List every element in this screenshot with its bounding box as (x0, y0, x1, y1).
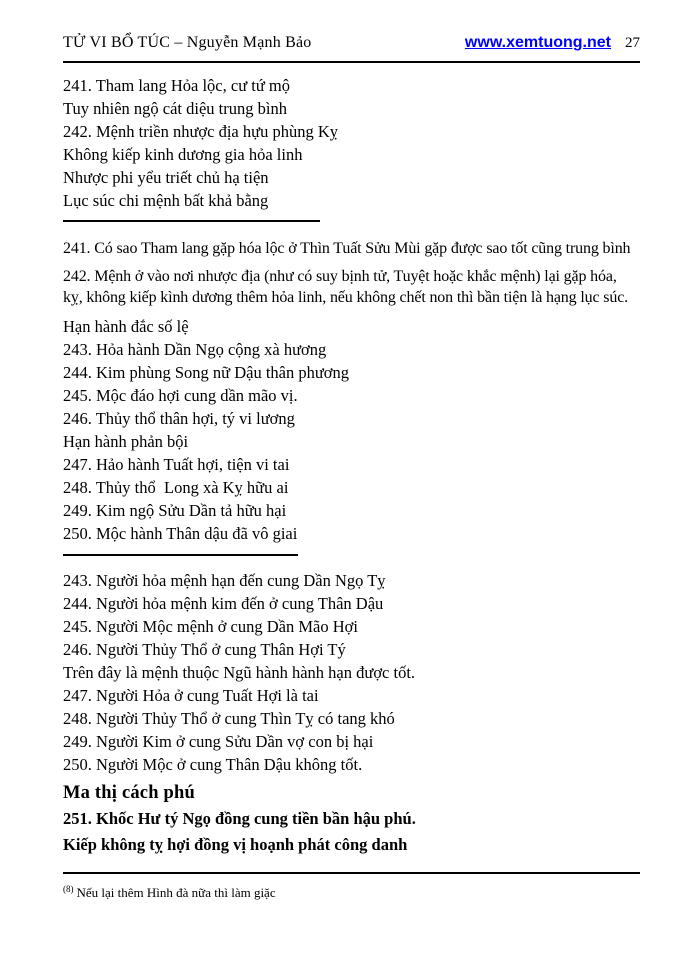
list-line: 243. Người hỏa mệnh hạn đến cung Dần Ngọ Tỵ (63, 571, 386, 590)
verse-line: Tuy nhiên ngộ cát diệu trung bình (63, 99, 287, 118)
list-line: 250. Người Mộc ở cung Thân Dậu không tốt. (63, 755, 363, 774)
verse-line: Nhược phi yểu triết chủ hạ tiện (63, 168, 269, 187)
page-header (63, 34, 640, 52)
verse-line: Lục súc chi mệnh bất khả bằng (63, 191, 269, 210)
list-line: 250. Mộc hành Thân dậu đã vô giai (63, 524, 298, 543)
list-line: 244. Kim phùng Song nữ Dậu thân phương (63, 363, 350, 382)
list-line: 245. Mộc đáo hợi cung dần mão vị. (63, 386, 298, 405)
explanation-paragraph: 242. Mệnh ở vào nơi nhược địa (như có suy bịnh tử, Tuyệt hoặc khắc mệnh) lại gặp hóa, kỵ, không kiếp kình dương thêm hỏa linh, nếu không chết non thì bần tiện là hạng lục súc. (63, 268, 629, 306)
subheading: Hạn hành phản bội (63, 432, 189, 451)
website-link[interactable]: www.xemtuong.net (464, 34, 611, 51)
list-line: 244. Người hỏa mệnh kim đến ở cung Thân Dậu (63, 594, 384, 613)
list-line: 248. Người Thủy Thổ ở cung Thìn Tỵ có tang khó (63, 709, 395, 728)
ma-thi-section (63, 780, 640, 858)
list-line: 243. Hỏa hành Dần Ngọ cộng xà hương (63, 340, 327, 359)
note-line: Trên đây là mệnh thuộc Ngũ hành hành hạn được tốt. (63, 663, 416, 682)
footnote-block (63, 872, 640, 902)
header-right (465, 34, 640, 52)
list-line: 246. Thủy thổ thân hợi, tý vi lương (63, 409, 295, 428)
section-heading: Ma thị cách phú (63, 783, 196, 803)
footnote-marker: (8) (63, 884, 74, 894)
section-divider (63, 220, 320, 222)
list-line: 245. Người Mộc mệnh ở cung Dần Mão Hợi (63, 617, 358, 636)
explanation-paragraph: 241. Có sao Tham lang gặp hóa lộc ở Thìn Tuất Sửu Mùi gặp được sao tốt cũng trung bình (63, 240, 631, 257)
verse-block (63, 74, 640, 212)
list-line: 249. Người Kim ở cung Sửu Dần vợ con bị hại (63, 732, 374, 751)
header-divider (63, 61, 640, 63)
list-line: 247. Hảo hành Tuất hợi, tiện vi tai (63, 455, 290, 474)
verse-line: Không kiếp kinh dương gia hỏa linh (63, 145, 303, 164)
section-divider (63, 554, 298, 556)
verse-line: 241. Tham lang Hỏa lộc, cư tứ mộ (63, 76, 290, 95)
page-number: 27 (625, 35, 640, 51)
list-line: 246. Người Thủy Thổ ở cung Thân Hợi Tý (63, 640, 346, 659)
verse-line-bold: Kiếp không tỵ hợi đồng vị hoạnh phát công danh (63, 835, 408, 854)
list-line: 249. Kim ngộ Sửu Dần tả hữu hại (63, 501, 287, 520)
verse-line-bold: 251. Khốc Hư tý Ngọ đồng cung tiền bần hậu phú. (63, 809, 416, 828)
list-line: 247. Người Hỏa ở cung Tuất Hợi là tai (63, 686, 319, 705)
list-line: 248. Thủy thổ Long xà Kỵ hữu ai (63, 478, 289, 497)
verse-line: 242. Mệnh triền nhược địa hựu phùng Kỵ (63, 122, 338, 141)
book-title: TỬ VI BỔ TÚC – Nguyễn Mạnh Bảo (63, 34, 312, 51)
footnote (63, 885, 276, 900)
subheading: Hạn hành đắc số lệ (63, 317, 189, 336)
interpretation-block (63, 569, 640, 776)
explanation-block (63, 238, 640, 545)
footnote-text: Nếu lại thêm Hình đà nữa thì làm giặc (76, 885, 276, 901)
